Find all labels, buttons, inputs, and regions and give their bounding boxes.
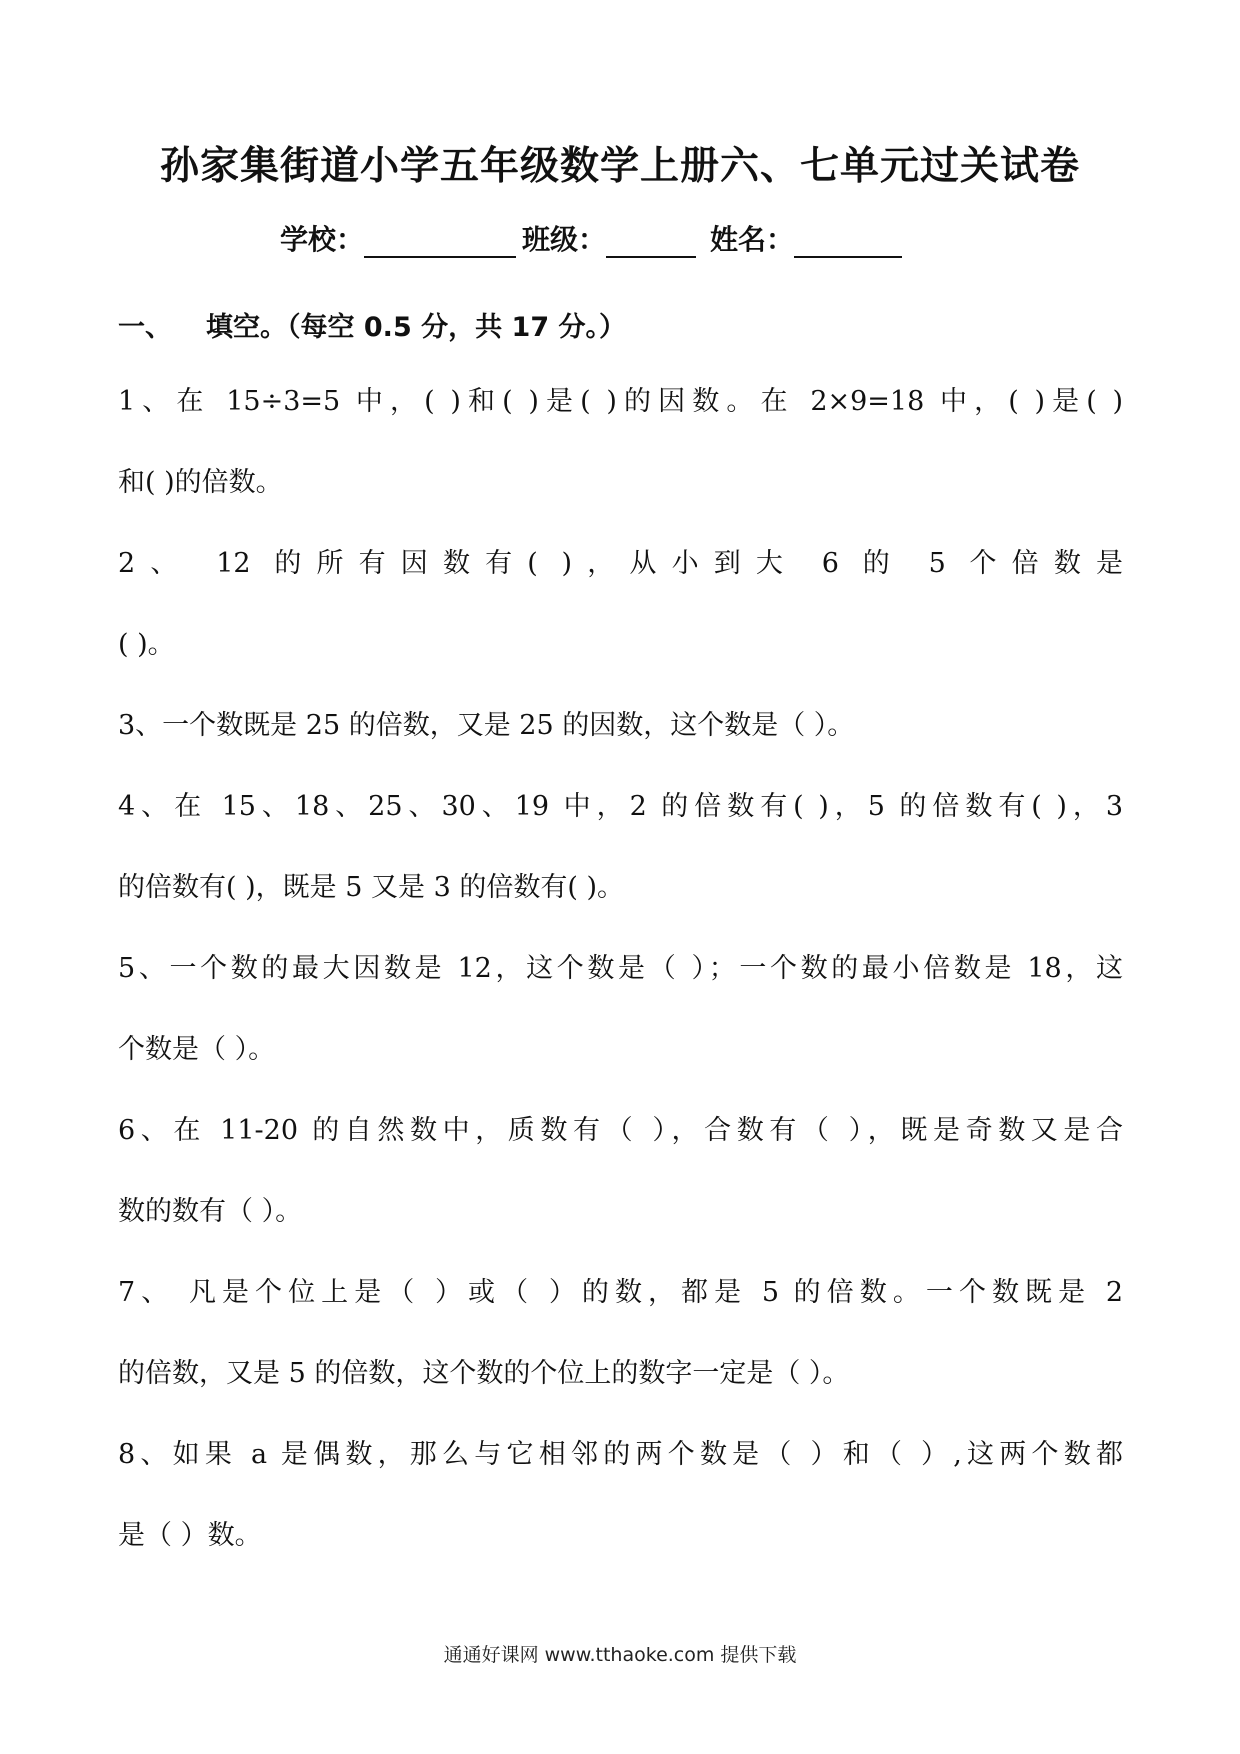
question-line: 7、 凡是个位上是（ ）或（ ）的数，都是 5 的倍数。一个数既是 2 [118,1277,1123,1308]
question-line: 4、在 15、18、25、30、19 中，2 的倍数有( )，5 的倍数有( )，3 [118,791,1123,822]
question-line: 6、在 11-20 的自然数中，质数有（ ），合数有（ ），既是奇数又是合 [118,1115,1123,1146]
class-label: 班级： [522,223,607,256]
question-line: 5、一个数的最大因数是 12，这个数是（ ）；一个数的最小倍数是 18，这 [118,953,1123,984]
question-line: 3、一个数既是 25 的倍数，又是 25 的因数，这个数是（ ）。 [118,710,855,741]
section-number: 一、 [118,312,172,343]
page-title: 孙家集街道小学五年级数学上册六、七单元过关试卷 [159,144,1080,189]
school-label: 学校： [280,223,365,256]
question-line: ( )。 [118,629,175,660]
name-blank[interactable] [794,226,902,258]
question-line: 是（ ）数。 [118,1520,262,1551]
question-line: 的倍数，又是 5 的倍数，这个数的个位上的数字一定是（ ）。 [118,1358,850,1389]
section-title: 填空。（每空 0.5 分，共 17 分。） [206,312,627,343]
class-blank[interactable] [606,226,696,258]
question-line: 的倍数有( )，既是 5 又是 3 的倍数有( )。 [118,872,624,903]
section-heading [118,305,626,344]
question-line: 个数是（ ）。 [118,1034,276,1065]
question-line: 2、 12 的所有因数有( )，从小到大 6 的 5 个倍数是 [118,548,1123,579]
question-line: 1、在 15÷3=5 中，( )和( )是( )的因数。在 2×9=18 中，( )是( ) [118,386,1123,417]
question-line: 和( )的倍数。 [118,467,283,498]
student-info-row [280,218,908,258]
name-label: 姓名： [710,223,795,256]
question-line: 8、如果 a 是偶数，那么与它相邻的两个数是（ ）和（ ）,这两个数都 [118,1439,1123,1470]
question-line: 数的数有（ ）。 [118,1196,303,1227]
school-blank[interactable] [364,226,516,258]
footer-credit: 通通好课网 www.tthaoke.com 提供下载 [443,1644,797,1666]
